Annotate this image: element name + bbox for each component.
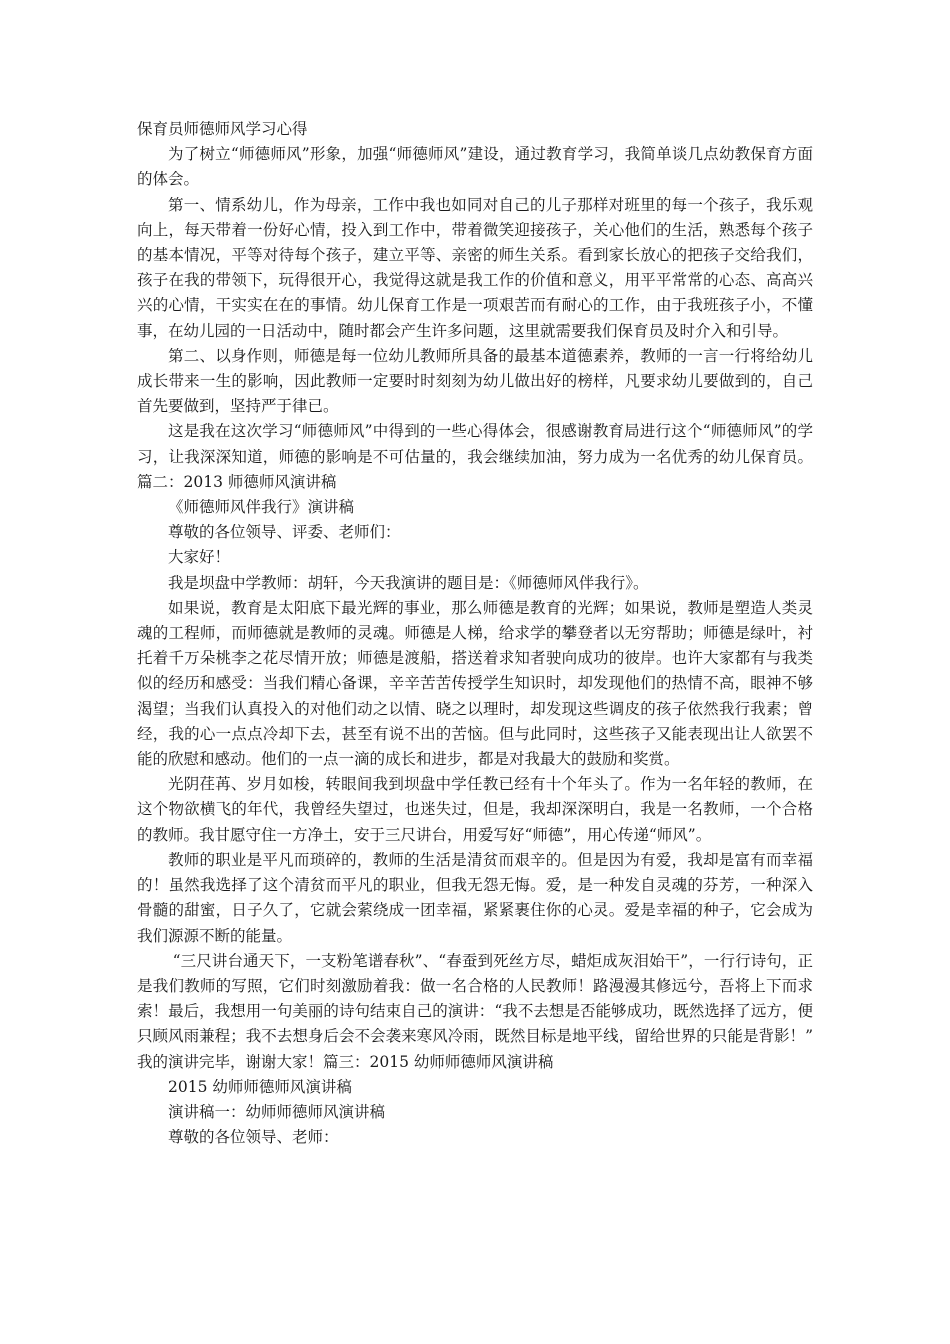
speech-title: 《师德师风伴我行》演讲稿 [168, 498, 355, 517]
paragraph: 我是坝盘中学教师：胡轩，今天我演讲的题目是：《师德师风伴我行》。 [168, 573, 649, 592]
paragraph: 为了树立“师德师风”形象，加强“师德师风”建设，通过教育学习，我简单谈几点幼教保育方面的体会。 [137, 145, 813, 189]
salutation: 尊敬的各位领导、老师： [168, 1128, 339, 1147]
paragraph: “三尺讲台通天下，一支粉笔谱春秋”、“春蚕到死丝方尽，蜡炬成灰泪始干”，一行行诗句，正是我们教师的写照，它们时刻激励着我：做一名合格的人民教师！路漫漫其修远兮，吾将上下而求索！最后，我想用一句美丽的诗句结束自己的演讲：“我不去想是否能够成功，既然选择了远方，便只顾风雨兼程；我不去想身后会不会袭来寒风冷雨，既然目标是地平线，留给世界的只能是背影！” 我的演讲完毕，谢谢大家！篇三：2015 幼师师德师风演讲稿 [137, 951, 813, 1071]
paragraph: 如果说，教育是太阳底下最光辉的事业，那么师德是教育的光辉；如果说，教师是塑造人类灵魂的工程师，而师德就是教师的灵魂。师德是人梯，给求学的攀登者以无穷帮助；师德是绿叶，衬托着千万朵桃李之花尽情开放；师德是渡船，搭送着求知者驶向成功的彼岸。也许大家都有与我类似的经历和感受：当我们精心备课，辛辛苦苦传授学生知识时，却发现他们的热情不高，眼神不够渴望；当我们认真投入的对他们动之以情、晓之以理时，却发现这些调皮的孩子依然我行我素；曾经，我的心一点点冷却下去，甚至有说不出的苦恼。但与此同时，这些孩子又能表现出让人欲罢不能的欣慰和感动。他们的一点一滴的成长和进步，都是对我最大的鼓励和奖赏。 [137, 598, 813, 769]
section-subheading: 演讲稿一：幼师师德师风演讲稿 [168, 1102, 386, 1121]
section-heading: 2015 幼师师德师风演讲稿 [168, 1077, 352, 1096]
paragraph: 这是我在这次学习“师德师风”中得到的一些心得体会，很感谢教育局进行这个“师德师风”的学习，让我深深知道，师德的影响是不可估量的，我会继续加油，努力成为一名优秀的幼儿保育员。篇二：2013 师德师风演讲稿 [137, 422, 813, 491]
greeting: 大家好！ [168, 548, 231, 567]
document-title: 保育员师德师风学习心得 [137, 120, 308, 138]
salutation: 尊敬的各位领导、评委、老师们： [168, 523, 401, 542]
document-body [137, 117, 813, 1150]
paragraph: 第二、以身作则，师德是每一位幼儿教师所具备的最基本道德素养，教师的一言一行将给幼儿成长带来一生的影响，因此教师一定要时时刻刻为幼儿做出好的榜样，凡要求幼儿要做到的，自己首先要做到，坚持严于律已。 [137, 346, 813, 416]
paragraph: 光阴荏苒、岁月如梭，转眼间我到坝盘中学任教已经有十个年头了。作为一名年轻的教师，在这个物欲横飞的年代，我曾经失望过，也迷失过，但是，我却深深明白，我是一名教师，一个合格的教师。我甘愿守住一方净土，安于三尺讲台，用爱写好“师德”，用心传递“师风”。 [137, 775, 813, 844]
paragraph: 第一、情系幼儿，作为母亲，工作中我也如同对自己的儿子那样对班里的每一个孩子，我乐观向上，每天带着一份好心情，投入到工作中，带着微笑迎接孩子，关心他们的生活，熟悉每个孩子的基本情况，平等对待每个孩子，建立平等、亲密的师生关系。看到家长放心的把孩子交给我们，孩子在我的带领下，玩得很开心，我觉得这就是我工作的价值和意义，用平平常常的心态、高高兴兴的心情，干实实在在的事情。幼儿保育工作是一项艰苦而有耐心的工作，由于我班孩子小，不懂事，在幼儿园的一日活动中，随时都会产生许多问题，这里就需要我们保育员及时介入和引导。 [137, 195, 813, 340]
paragraph: 教师的职业是平凡而琐碎的，教师的生活是清贫而艰辛的。但是因为有爱，我却是富有而幸福的！虽然我选择了这个清贫而平凡的职业，但我无怨无悔。爱，是一种发自灵魂的芬芳，一种深入骨髓的甜蜜，日子久了，它就会萦绕成一团幸福，紧紧裹住你的心灵。爱是幸福的种子，它会成为我们源源不断的能量。 [137, 850, 813, 945]
